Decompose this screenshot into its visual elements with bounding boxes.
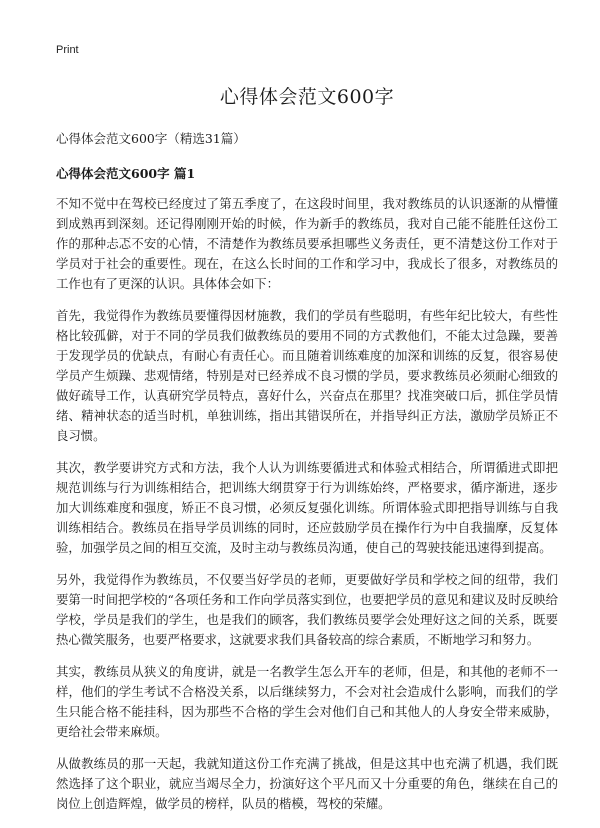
section-title: 心得体会范文600字 篇1	[56, 166, 196, 181]
paragraph: 其次，教学要讲究方式和方法，我个人认为训练要循进式和体验式相结合，所谓循进式即把规范训练与行为训练相结合，把训练大纲贯穿于行为训练始终，严格要求，循序渐进，逐步加大训练难度和强度，矫正不良习惯，必须反复强化训练。所谓体验式即把指导训练与自我训练相结合。教练员在指导学员训练的同时，还应鼓励学员在操作行为中自我揣摩，反复体验，加强学员之间的相互交流，及时主动与教练员沟通，使自己的驾驶技能迅速得到提高。	[56, 460, 558, 555]
paragraph: 首先，我觉得作为教练员要懂得因材施教，我们的学员有些聪明，有些年纪比较大，有些性格比较孤僻，对于不同的学员我们做教练员的要用不同的方式教他们，不能太过急躁，要善于发现学员的优缺点，有耐心有责任心。而且随着训练难度的加深和训练的反复，很容易使学员产生烦躁、悲观情绪，特别是对已经养成不良习惯的学员，要求教练员必须耐心细致的做好疏导工作，认真研究学员特点，喜好什么，兴奋点在那里？找准突破口后，抓住学员情绪、精神状态的适当时机，单独训练，指出其错误所在，并指导纠正方法，激励学员矫正不良习惯。	[56, 308, 558, 443]
paragraph: 不知不觉中在驾校已经度过了第五季度了，在这段时间里，我对教练员的认识逐渐的从懵懂到成熟再到深刻。还记得刚刚开始的时候，作为新手的教练员，我对自己能不能胜任这份工作的那种忐忑不安的心情，不清楚作为教练员要承担哪些义务责任，更不清楚这份工作对于学员对于社会的重要性。现在，在这么长时间的工作和学习中，我成长了很多，对教练员的工作也有了更深的认识。具体体会如下：	[56, 196, 558, 291]
paragraph: 另外，我觉得作为教练员，不仅要当好学员的老师，更要做好学员和学校之间的纽带，我们要第一时间把学校的“各项任务和工作向学员落实到位，也要把学员的意见和建议及时反映给学校，学员是我们的学生，也是我们的顾客，我们教练员要学会处理好这之间的关系，既要热心微笑服务，也要严格要求，这就要求我们具备较高的综合素质，不断地学习和努力。	[56, 572, 558, 647]
page-title: 心得体会范文600字	[219, 86, 395, 108]
paragraph: 其实，教练员从狭义的角度讲，就是一名教学生怎么开车的老师，但是，和其他的老师不一样，他们的学生考试不合格没关系，以后继续努力，不会对社会造成什么影响，而我们的学生只能合格不能挂科，因为那些不合格的学生会对他们自己和其他人的人身安全带来威胁，更给社会带来麻烦。	[56, 664, 558, 739]
document-subtitle: 心得体会范文600字（精选31篇）	[56, 131, 246, 146]
print-link[interactable]: Print	[56, 44, 79, 56]
paragraph: 从做教练员的那一天起，我就知道这份工作充满了挑战，但是这其中也充满了机遇，我们既然选择了这个职业，就应当竭尽全力，扮演好这个平凡而又十分重要的角色，继续在自己的岗位上创造辉煌，做学员的榜样，队员的楷模，驾校的荣耀。	[56, 756, 558, 811]
